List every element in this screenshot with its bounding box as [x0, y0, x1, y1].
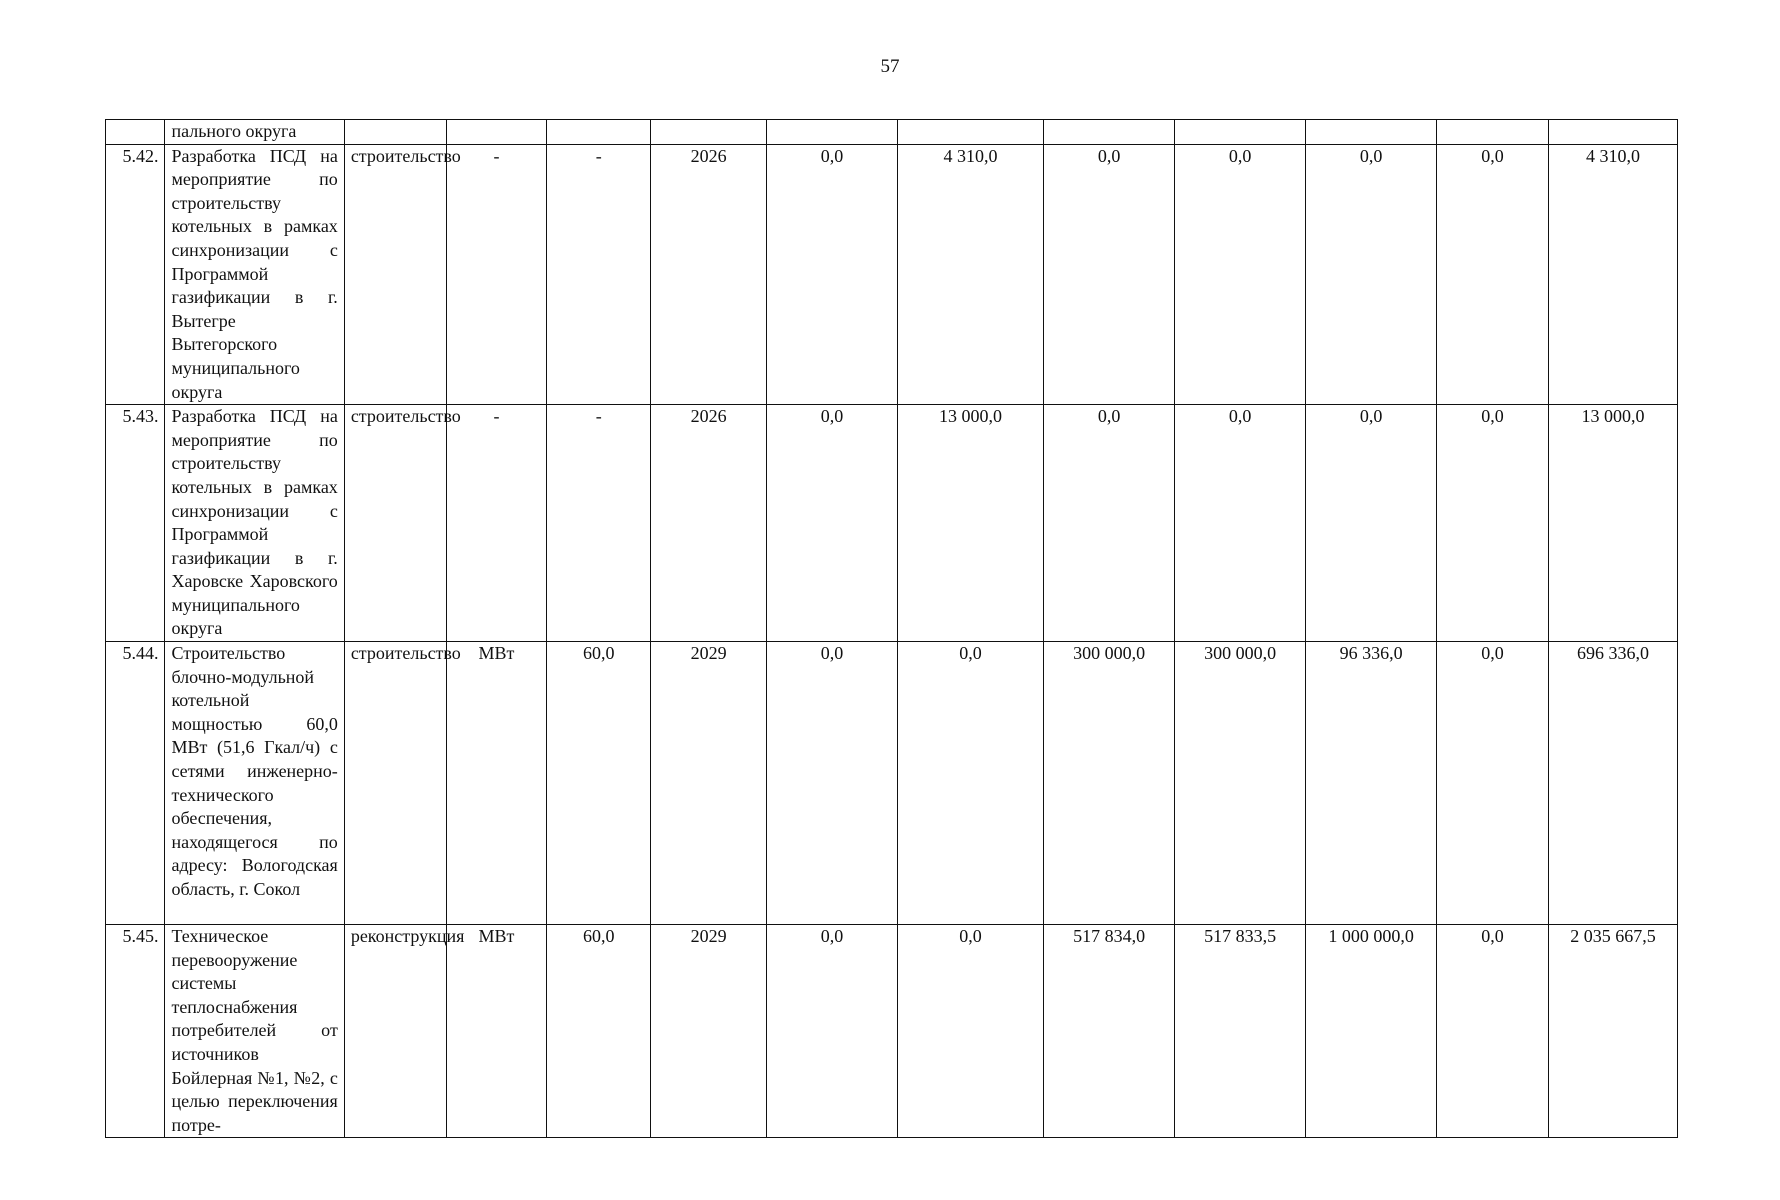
empty-cell — [1548, 120, 1677, 145]
table-row — [106, 405, 1678, 642]
empty-cell — [446, 120, 547, 145]
empty-cell — [1044, 120, 1175, 145]
value-cell: 0,0 — [767, 925, 898, 1138]
row-number-cell: 5.42. — [106, 144, 165, 405]
unit-cell: МВт — [446, 925, 547, 1138]
table-row-continuation — [106, 120, 1678, 145]
row-name-cell: Разработка ПСД на мероприятие по строительству котельных в рамках синхронизации с Программой газификации в г. Вытегре Вытегорского муниципального округа — [165, 144, 344, 405]
page-number: 57 — [880, 56, 900, 77]
work-type-cell: строительство — [344, 405, 446, 642]
value-cell: 0,0 — [1306, 405, 1437, 642]
value-cell: 0,0 — [767, 405, 898, 642]
value-cell: 0,0 — [1437, 925, 1549, 1138]
unit-cell: - — [446, 144, 547, 405]
year-cell: 2026 — [651, 144, 767, 405]
value-cell: 1 000 000,0 — [1306, 925, 1437, 1138]
row-name-cell: Разработка ПСД на мероприятие по строительству котельных в рамках синхронизации с Программой газификации в г. Харовске Харовского муниципального округа — [165, 405, 344, 642]
unit-cell: МВт — [446, 642, 547, 925]
row-name-cell: Строительство блочно-модульной котельной мощностью 60,0 МВт (51,6 Гкал/ч) с сетями инженерно-технического обеспечения, находящегося по адресу: Вологодская область, г. Сокол — [165, 642, 344, 925]
value-cell: 0,0 — [767, 144, 898, 405]
work-type-cell: строительство — [344, 144, 446, 405]
value-cell: 300 000,0 — [1175, 642, 1306, 925]
unit-cell: - — [446, 405, 547, 642]
total-cell: 696 336,0 — [1548, 642, 1677, 925]
table-row — [106, 642, 1678, 925]
year-cell: 2026 — [651, 405, 767, 642]
value-cell: 517 834,0 — [1044, 925, 1175, 1138]
power-cell: 60,0 — [547, 925, 651, 1138]
power-cell: - — [547, 405, 651, 642]
value-cell: 300 000,0 — [1044, 642, 1175, 925]
empty-cell — [1175, 120, 1306, 145]
table-row — [106, 925, 1678, 1138]
value-cell: 517 833,5 — [1175, 925, 1306, 1138]
value-cell: 4 310,0 — [898, 144, 1044, 405]
investment-table — [105, 119, 1678, 1138]
value-cell: 0,0 — [1175, 405, 1306, 642]
empty-cell — [547, 120, 651, 145]
total-cell: 4 310,0 — [1548, 144, 1677, 405]
year-cell: 2029 — [651, 642, 767, 925]
value-cell: 13 000,0 — [898, 405, 1044, 642]
total-cell: 2 035 667,5 — [1548, 925, 1677, 1138]
value-cell: 0,0 — [1175, 144, 1306, 405]
value-cell: 0,0 — [898, 925, 1044, 1138]
value-cell: 0,0 — [1437, 405, 1549, 642]
row-name-cell: пального округа — [165, 120, 344, 145]
value-cell: 0,0 — [1044, 144, 1175, 405]
value-cell: 0,0 — [1044, 405, 1175, 642]
year-cell: 2029 — [651, 925, 767, 1138]
row-name-cell: Техническое перевооружение системы теплоснабжения потребителей от источников Бойлерная №1, №2, с целью переключения потре- — [165, 925, 344, 1138]
table-row — [106, 144, 1678, 405]
work-type-cell: строительство — [344, 642, 446, 925]
value-cell: 0,0 — [1437, 144, 1549, 405]
value-cell: 0,0 — [1306, 144, 1437, 405]
row-number-cell: 5.45. — [106, 925, 165, 1138]
row-number-cell — [106, 120, 165, 145]
work-type-cell: реконструкция — [344, 925, 446, 1138]
empty-cell — [767, 120, 898, 145]
empty-cell — [344, 120, 446, 145]
empty-cell — [651, 120, 767, 145]
value-cell: 0,0 — [898, 642, 1044, 925]
value-cell: 96 336,0 — [1306, 642, 1437, 925]
empty-cell — [1306, 120, 1437, 145]
value-cell: 0,0 — [767, 642, 898, 925]
power-cell: - — [547, 144, 651, 405]
row-number-cell: 5.43. — [106, 405, 165, 642]
value-cell: 0,0 — [1437, 642, 1549, 925]
power-cell: 60,0 — [547, 642, 651, 925]
empty-cell — [898, 120, 1044, 145]
row-number-cell: 5.44. — [106, 642, 165, 925]
total-cell: 13 000,0 — [1548, 405, 1677, 642]
empty-cell — [1437, 120, 1549, 145]
